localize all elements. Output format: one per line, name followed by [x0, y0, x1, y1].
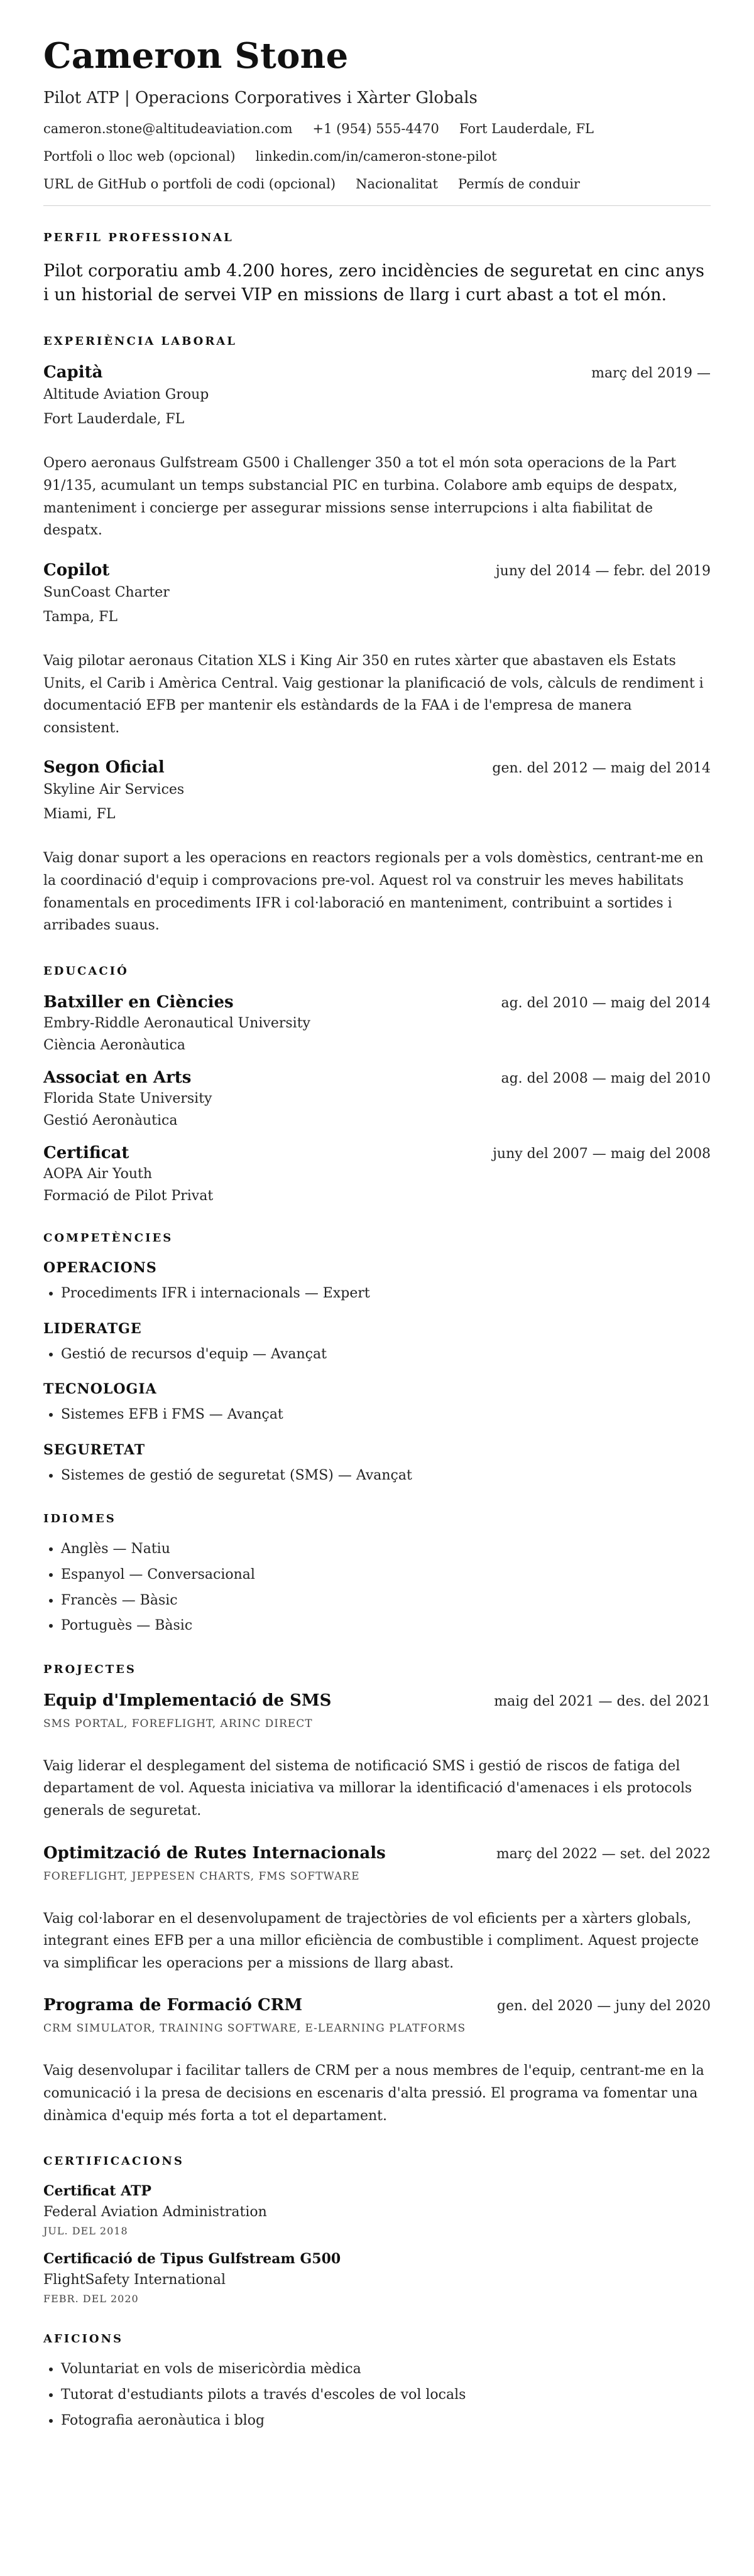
job-company: Skyline Air Services: [43, 782, 185, 798]
degree-title: Batxiller en Ciències: [43, 992, 234, 1012]
skill-list: [43, 1285, 711, 1303]
project-description: Vaig desenvolupar i facilitar tallers de CRM per a nous membres de l'equip, centrant-me en la comunicació i la presa de decisions en escenaris d'alta pressió. El programa va fomentar una dinàmica d'equip més forta a tot el departament.: [43, 2063, 704, 2124]
project-entry: [43, 1996, 711, 2127]
project-name: Optimització de Rutes Internacionals: [43, 1843, 386, 1863]
education-entry: [43, 1144, 711, 1204]
candidate-name: Cameron Stone: [43, 35, 349, 77]
skill-group-title: SEGURETAT: [43, 1441, 146, 1458]
project-technologies: SMS PORTAL, FOREFLIGHT, ARINC DIRECT: [43, 1717, 313, 1730]
job-dates: març del 2019 —: [591, 365, 711, 382]
certification-date: JUL. DEL 2018: [43, 2225, 128, 2238]
project-entry: [43, 1691, 711, 1822]
experience-entry: [43, 758, 711, 937]
languages-section: [43, 1512, 711, 1635]
certifications-section: [43, 2155, 711, 2305]
project-description: Vaig liderar el desplegament del sistema de notificació SMS i gestió de riscos de fatiga del departament de vol. Aquesta iniciativa va millorar la identificació d'amenaces i els protocols generals de seguretat.: [43, 1758, 692, 1819]
contact-location: Fort Lauderdale, FL: [459, 121, 594, 136]
certification-issuer: FlightSafety International: [43, 2272, 226, 2288]
education-dates: ag. del 2008 — maig del 2010: [501, 1070, 711, 1086]
hobbies-section: [43, 2332, 711, 2430]
education-school: AOPA Air Youth: [43, 1166, 153, 1182]
hobby-list: [43, 2361, 711, 2430]
section-title-projects: PROJECTES: [43, 1662, 136, 1676]
education-field: Gestió Aeronàutica: [43, 1112, 178, 1128]
education-school: Florida State University: [43, 1090, 212, 1107]
hobby-item: • Tutorat d'estudiants pilots a través d'escoles de vol locals: [61, 2386, 711, 2405]
skill-group-title: LIDERATGE: [43, 1320, 142, 1337]
job-title: Segon Oficial: [43, 758, 165, 777]
experience-section: [43, 335, 711, 937]
section-title-experience: EXPERIÈNCIA LABORAL: [43, 335, 237, 349]
job-title: Copilot: [43, 560, 110, 580]
contact-row-3: [43, 176, 711, 192]
summary-section: [43, 231, 711, 308]
job-dates: juny del 2014 — febr. del 2019: [495, 563, 711, 579]
education-dates: ag. del 2010 — maig del 2014: [501, 995, 711, 1011]
job-description: Opero aeronaus Gulfstream G500 i Challenger 350 a tot el món sota operacions de la Part 91/135, acumulant un temps substancial PIC en turbina. Colabore amb equips de despatx, manteniment i concierge per assegurar missions sense interrupcions i alta fiabilitat de despatx.: [43, 455, 678, 539]
education-field: Ciència Aeronàutica: [43, 1037, 185, 1053]
resume-header: [43, 35, 711, 192]
job-description: Vaig pilotar aeronaus Citation XLS i King Air 350 en rutes xàrter que abastaven els Estats Units, el Carib i Amèrica Central. Vaig gestionar la planificació de vols, càlculs de rendiment i documentació EFB per mantenir els estàndards de la FAA i de l'empresa de manera consistent.: [43, 652, 704, 736]
section-title-languages: IDIOMES: [43, 1512, 116, 1526]
skill-group-title: TECNOLOGIA: [43, 1381, 157, 1398]
candidate-headline: Pilot ATP | Operacions Corporatives i Xàrter Globals: [43, 88, 478, 107]
project-name: Programa de Formació CRM: [43, 1996, 303, 2015]
project-technologies: FOREFLIGHT, JEPPESEN CHARTS, FMS SOFTWARE: [43, 1870, 360, 1883]
section-title-skills: COMPETÈNCIES: [43, 1231, 173, 1245]
section-title-certifications: CERTIFICACIONS: [43, 2155, 184, 2168]
skill-list: [43, 1406, 711, 1424]
project-entry: [43, 1844, 711, 1975]
contact-linkedin[interactable]: linkedin.com/in/cameron-stone-pilot: [255, 148, 497, 164]
education-field: Formació de Pilot Privat: [43, 1188, 214, 1204]
project-dates: maig del 2021 — des. del 2021: [494, 1693, 711, 1709]
job-description: Vaig donar suport a les operacions en reactors regionals per a vols domèstics, centrant-me en la coordinació d'equip i comprovacions pre-vol. Aquest rol va construir les meves habilitats fonamentals en procediments IFR i col·laboració en manteniment, contribuint a sortides i arribades suaus.: [43, 850, 704, 934]
education-dates: juny del 2007 — maig del 2008: [493, 1145, 711, 1162]
skill-item: • Procediments IFR i internacionals — Expert: [61, 1285, 711, 1303]
skill-item: • Gestió de recursos d'equip — Avançat: [61, 1346, 711, 1364]
experience-entry: [43, 363, 711, 542]
education-entry: [43, 993, 711, 1053]
skill-list: [43, 1467, 711, 1485]
job-dates: gen. del 2012 — maig del 2014: [492, 760, 711, 777]
project-technologies: CRM SIMULATOR, TRAINING SOFTWARE, E-LEARNING PLATFORMS: [43, 2022, 466, 2035]
job-location: Fort Lauderdale, FL: [43, 411, 185, 428]
skill-list: [43, 1346, 711, 1364]
certification-date: FEBR. DEL 2020: [43, 2293, 139, 2305]
hobby-item: • Fotografia aeronàutica i blog: [61, 2412, 711, 2430]
skill-item: • Sistemes EFB i FMS — Avançat: [61, 1406, 711, 1424]
certification-entry: [43, 2251, 711, 2305]
language-list: [43, 1540, 711, 1635]
skill-item: • Sistemes de gestió de seguretat (SMS) — Avançat: [61, 1467, 711, 1485]
project-description: Vaig col·laborar en el desenvolupament de trajectòries de vol eficients per a xàrters globals, integrant eines EFB per a una millor eficiència de combustible i compliment. Aquest projecte va simplificar les operacions per a missions de llarg abast.: [43, 1910, 699, 1971]
project-dates: març del 2022 — set. del 2022: [496, 1846, 711, 1862]
contact-row-1: [43, 121, 711, 136]
language-item: • Espanyol — Conversacional: [61, 1566, 711, 1584]
language-item: • Francès — Bàsic: [61, 1592, 711, 1610]
section-title-hobbies: AFICIONS: [43, 2332, 124, 2346]
certification-name: Certificat ATP: [43, 2183, 151, 2200]
job-company: Altitude Aviation Group: [43, 387, 209, 403]
contact-email[interactable]: cameron.stone@altitudeaviation.com: [43, 121, 293, 136]
skill-group-title: OPERACIONS: [43, 1259, 157, 1276]
section-title-education: EDUCACIÓ: [43, 964, 129, 978]
job-location: Miami, FL: [43, 806, 116, 823]
language-item: • Anglès — Natiu: [61, 1540, 711, 1559]
contact-portfolio[interactable]: Portfoli o lloc web (opcional): [43, 148, 236, 164]
job-location: Tampa, FL: [43, 609, 118, 625]
certification-name: Certificació de Tipus Gulfstream G500: [43, 2251, 341, 2268]
contact-github[interactable]: URL de GitHub o portfoli de codi (opcional): [43, 176, 336, 192]
job-company: SunCoast Charter: [43, 584, 170, 600]
hobby-item: • Voluntariat en vols de misericòrdia mèdica: [61, 2361, 711, 2379]
language-item: • Portuguès — Bàsic: [61, 1617, 711, 1635]
contact-driving-license: Permís de conduir: [458, 176, 580, 192]
education-section: [43, 965, 711, 1204]
experience-entry: [43, 561, 711, 740]
skills-section: [43, 1231, 711, 1485]
certification-issuer: Federal Aviation Administration: [43, 2204, 267, 2221]
project-name: Equip d'Implementació de SMS: [43, 1691, 332, 1710]
contact-phone[interactable]: +1 (954) 555-4470: [312, 121, 439, 136]
summary-text: Pilot corporatiu amb 4.200 hores, zero incidències de seguretat en cinc anys i un historial de servei VIP en missions de llarg i curt abast a tot el món.: [43, 261, 704, 305]
education-school: Embry-Riddle Aeronautical University: [43, 1015, 310, 1031]
job-title: Capità: [43, 363, 103, 382]
education-entry: [43, 1068, 711, 1128]
section-title-summary: PERFIL PROFESSIONAL: [43, 230, 234, 244]
certification-entry: [43, 2183, 711, 2237]
contact-row-2: [43, 149, 711, 164]
degree-title: Associat en Arts: [43, 1068, 192, 1087]
projects-section: [43, 1663, 711, 2128]
contact-nationality: Nacionalitat: [356, 176, 439, 192]
project-dates: gen. del 2020 — juny del 2020: [496, 1998, 711, 2015]
header-divider: [43, 205, 711, 206]
degree-title: Certificat: [43, 1143, 129, 1162]
